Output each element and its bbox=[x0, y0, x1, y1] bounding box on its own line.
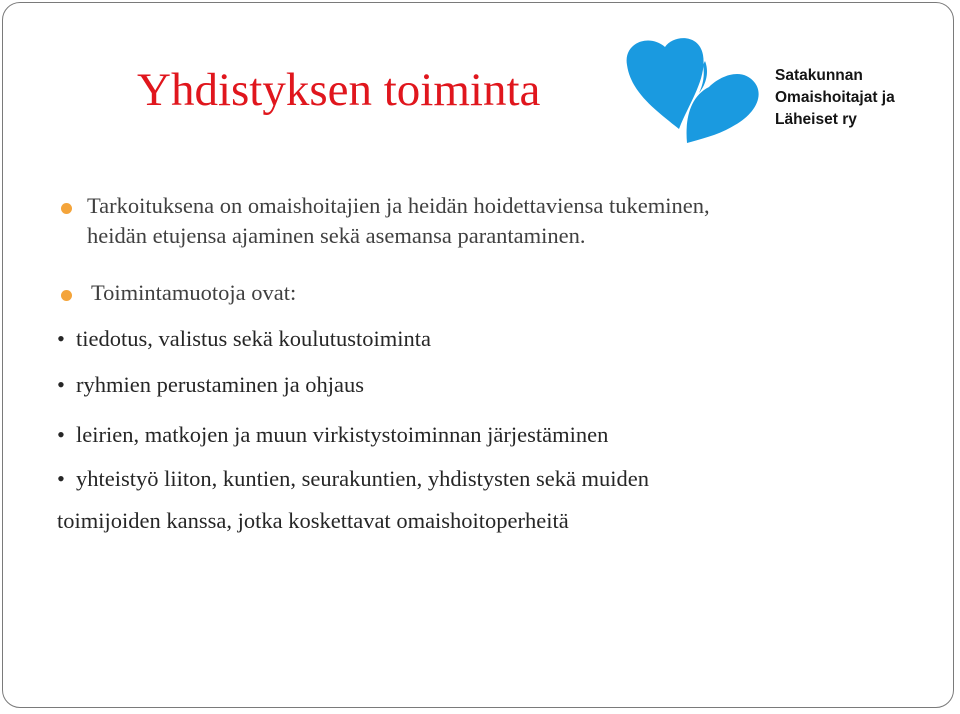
sub-item-text: leirien, matkojen ja muun virkistystoiminnan järjestäminen bbox=[76, 422, 609, 447]
slide bbox=[2, 2, 954, 708]
sub-item-text: ryhmien perustaminen ja ohjaus bbox=[76, 372, 365, 397]
orange-bullet-icon bbox=[61, 290, 72, 301]
logo-text bbox=[775, 65, 895, 131]
sub-bullet-icon: • bbox=[57, 422, 65, 447]
bullet-text: Toimintamuotoja ovat: bbox=[91, 280, 297, 305]
sub-bullet-icon: • bbox=[57, 372, 65, 397]
orange-bullet-icon bbox=[61, 203, 72, 214]
sub-bullet-icon: • bbox=[57, 326, 65, 351]
logo-line-2: Omaishoitajat ja bbox=[775, 89, 895, 106]
sub-item-text-line-1: yhteistyö liiton, kuntien, seurakuntien, yhdistysten sekä muiden bbox=[76, 466, 650, 491]
logo-line-1: Satakunnan bbox=[775, 67, 863, 84]
hearts-logo-icon bbox=[617, 31, 777, 151]
sub-list-item bbox=[57, 458, 649, 542]
bullet-text-line-1: Tarkoituksena on omaishoitajien ja heidän hoidettaviensa tukeminen, bbox=[87, 193, 710, 218]
bullet-text bbox=[87, 191, 710, 251]
bullet-text-line-2: heidän etujensa ajaminen sekä asemansa parantaminen. bbox=[87, 223, 586, 248]
slide-title: Yhdistyksen toiminta bbox=[137, 64, 541, 116]
organization-logo bbox=[617, 31, 937, 151]
bullet-item-purpose bbox=[61, 191, 921, 261]
logo-line-3: Läheiset ry bbox=[775, 111, 857, 128]
sub-list-item bbox=[57, 318, 431, 360]
sub-item-text: tiedotus, valistus sekä koulutustoiminta bbox=[76, 326, 431, 351]
sub-list-item bbox=[57, 414, 608, 456]
sub-item-text-line-2: toimijoiden kanssa, jotka koskettavat omaishoitoperheitä bbox=[57, 508, 569, 533]
sub-bullet-icon: • bbox=[57, 466, 65, 491]
sub-list-item bbox=[57, 364, 364, 406]
bullet-item-activity-forms bbox=[61, 278, 661, 314]
